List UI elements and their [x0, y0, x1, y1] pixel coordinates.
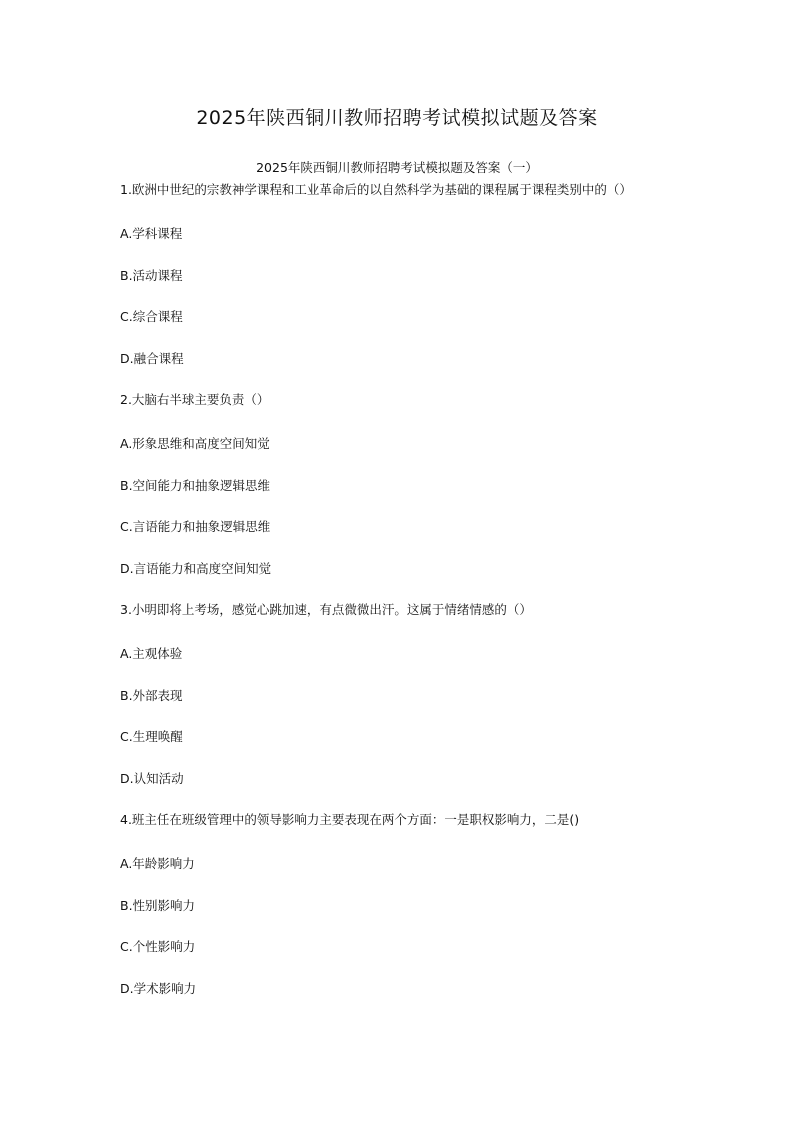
document-title: 2025年陕西铜川教师招聘考试模拟试题及答案 — [196, 107, 598, 129]
option-c: C.综合课程 — [120, 309, 183, 324]
option-a: A.年龄影响力 — [120, 856, 195, 871]
option-c: C.生理唤醒 — [120, 729, 183, 744]
question-block — [120, 810, 680, 999]
question-stem: 1.欧洲中世纪的宗教神学课程和工业革命后的以自然科学为基础的课程属于课程类别中的（） — [120, 182, 632, 197]
option-c: C.言语能力和抽象逻辑思维 — [120, 519, 271, 534]
option-c: C.个性影响力 — [120, 939, 196, 954]
option-a: A.形象思维和高度空间知觉 — [120, 436, 270, 451]
option-a: A.主观体验 — [120, 646, 183, 661]
question-stem: 3.小明即将上考场，感觉心跳加速，有点微微出汗。这属于情绪情感的（） — [120, 602, 532, 617]
question-stem: 4.班主任在班级管理中的领导影响力主要表现在两个方面：一是职权影响力，二是() — [120, 812, 580, 827]
question-block — [120, 180, 680, 369]
option-d: D.学术影响力 — [120, 980, 197, 996]
question-stem: 2.大脑右半球主要负责（） — [120, 392, 270, 407]
option-d: D.言语能力和高度空间知觉 — [120, 560, 272, 576]
option-b: B.活动课程 — [120, 267, 183, 283]
option-d: D.认知活动 — [120, 770, 184, 786]
option-b: B.性别影响力 — [120, 897, 196, 913]
option-b: B.空间能力和抽象逻辑思维 — [120, 477, 271, 493]
question-block — [120, 390, 680, 579]
option-d: D.融合课程 — [120, 350, 184, 366]
question-block — [120, 600, 680, 789]
question-list — [120, 180, 680, 1020]
option-b: B.外部表现 — [120, 687, 183, 703]
document-subtitle: 2025年陕西铜川教师招聘考试模拟题及答案（一） — [256, 160, 538, 175]
option-a: A.学科课程 — [120, 226, 183, 241]
